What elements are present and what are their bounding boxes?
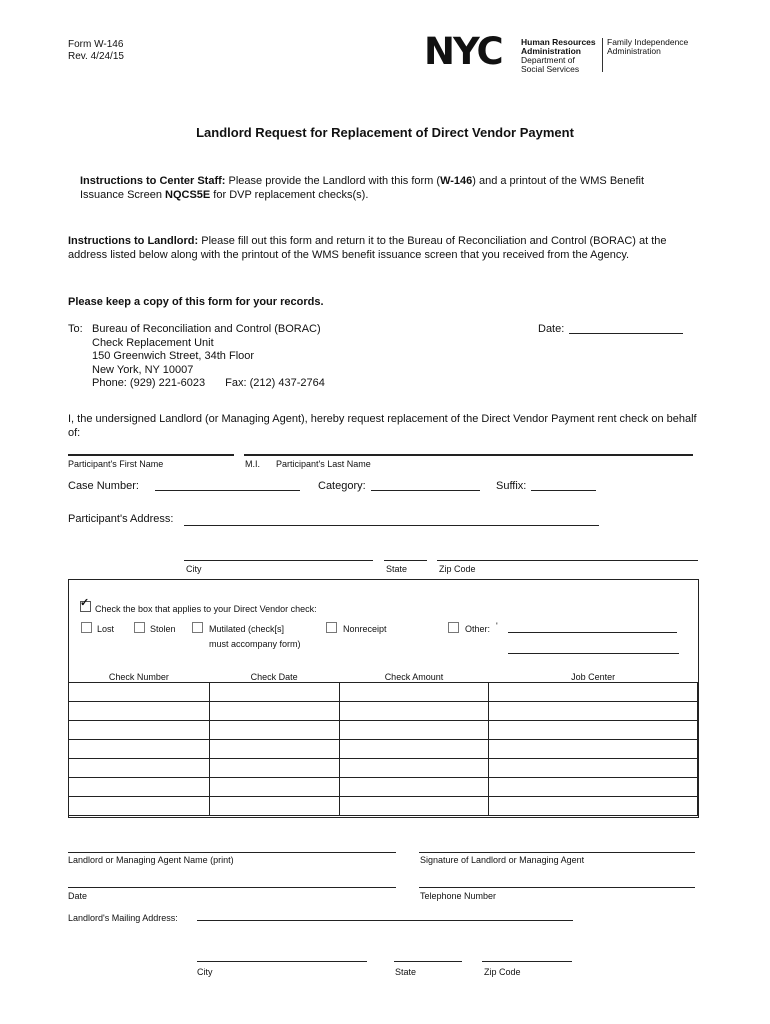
job-center-header: Job Center bbox=[489, 672, 698, 683]
dss-line1: Department of bbox=[521, 55, 575, 65]
form-revision: Rev. 4/24/15 bbox=[68, 51, 124, 62]
signature-label: Signature of Landlord or Managing Agent bbox=[420, 855, 585, 865]
check-amount-cell[interactable] bbox=[339, 778, 489, 797]
check-amount-cell[interactable] bbox=[339, 759, 489, 778]
participant-city-field[interactable] bbox=[184, 560, 373, 561]
nyc-logo bbox=[424, 30, 694, 74]
other-apostrophe: ' bbox=[496, 621, 498, 631]
job-center-cell[interactable] bbox=[489, 702, 698, 721]
mutilated-label-line2: must accompany form) bbox=[209, 639, 301, 649]
check-number-header: Check Number bbox=[69, 672, 210, 683]
mailing-address-field[interactable] bbox=[197, 920, 573, 921]
check-number-cell[interactable] bbox=[69, 683, 210, 702]
to-label: To: bbox=[68, 323, 83, 335]
mailing-state-label: State bbox=[395, 967, 417, 977]
stolen-checkbox[interactable] bbox=[134, 622, 145, 633]
table-row bbox=[69, 702, 698, 721]
case-number-label: Case Number: bbox=[68, 480, 139, 492]
check-number-cell[interactable] bbox=[69, 740, 210, 759]
job-center-cell[interactable] bbox=[489, 778, 698, 797]
telephone-field[interactable] bbox=[419, 887, 695, 888]
check-amount-header: Check Amount bbox=[339, 672, 489, 683]
check-number-cell[interactable] bbox=[69, 759, 210, 778]
job-center-cell[interactable] bbox=[489, 740, 698, 759]
check-amount-cell[interactable] bbox=[339, 797, 489, 816]
lost-label: Lost bbox=[97, 624, 115, 634]
participant-city-label: City bbox=[186, 564, 202, 574]
nonreceipt-checkbox[interactable] bbox=[326, 622, 337, 633]
check-number-cell[interactable] bbox=[69, 721, 210, 740]
staff-instructions: Instructions to Center Staff: Please provide the Landlord with this form (W-146) and a printout of the WMS Benefit Issuance Screen NQCS5E for DVP replacement checks(s). bbox=[80, 175, 645, 201]
date-label: Date: bbox=[538, 323, 565, 335]
table-row bbox=[69, 759, 698, 778]
check-amount-cell[interactable] bbox=[339, 740, 489, 759]
check-date-cell[interactable] bbox=[209, 778, 339, 797]
nyc-wordmark: NYC bbox=[424, 30, 502, 73]
check-heading: Check the box that applies to your Direct Vendor check: bbox=[95, 604, 317, 614]
date-field[interactable] bbox=[569, 333, 683, 334]
table-row bbox=[69, 683, 698, 702]
other-field-line1[interactable] bbox=[508, 632, 677, 633]
job-center-cell[interactable] bbox=[489, 759, 698, 778]
first-name-field[interactable] bbox=[68, 454, 234, 456]
check-number-cell[interactable] bbox=[69, 702, 210, 721]
category-label: Category: bbox=[318, 480, 366, 492]
check-amount-cell[interactable] bbox=[339, 721, 489, 740]
mailing-state-field[interactable] bbox=[394, 961, 462, 962]
page-title: Landlord Request for Replacement of Direct Vendor Payment bbox=[196, 125, 574, 140]
logo-divider bbox=[602, 38, 603, 72]
borac-phone: Phone: (929) 221-6023 bbox=[92, 377, 206, 389]
fia-line1: Family Independence bbox=[607, 37, 689, 47]
last-name-label: Participant's Last Name bbox=[276, 459, 371, 469]
borac-fax: Fax: (212) 437-2764 bbox=[225, 377, 325, 389]
first-name-label: Participant's First Name bbox=[68, 459, 164, 469]
suffix-field[interactable] bbox=[531, 490, 596, 491]
participant-state-field[interactable] bbox=[384, 560, 427, 561]
category-field[interactable] bbox=[371, 490, 480, 491]
mailing-address-label: Landlord's Mailing Address: bbox=[68, 913, 178, 923]
signature-date-label: Date bbox=[68, 891, 88, 901]
mailing-zip-label: Zip Code bbox=[484, 967, 521, 977]
lost-checkbox[interactable] bbox=[81, 622, 92, 633]
landlord-name-field[interactable] bbox=[68, 852, 396, 853]
mailing-city-field[interactable] bbox=[197, 961, 367, 962]
stolen-label: Stolen bbox=[150, 624, 176, 634]
check-table-header bbox=[69, 672, 698, 683]
landlord-name-label: Landlord or Managing Agent Name (print) bbox=[68, 855, 234, 865]
table-row bbox=[69, 740, 698, 759]
mi-label: M.I. bbox=[245, 459, 260, 469]
check-amount-cell[interactable] bbox=[339, 702, 489, 721]
mutilated-label-line1: Mutilated (check[s] bbox=[209, 624, 285, 634]
check-number-cell[interactable] bbox=[69, 797, 210, 816]
nonreceipt-label: Nonreceipt bbox=[343, 624, 387, 634]
check-date-cell[interactable] bbox=[209, 740, 339, 759]
job-center-cell[interactable] bbox=[489, 721, 698, 740]
participant-address-label: Participant's Address: bbox=[68, 513, 174, 525]
participant-state-label: State bbox=[386, 564, 408, 574]
check-table bbox=[68, 672, 698, 816]
table-row bbox=[69, 797, 698, 816]
other-label: Other: bbox=[465, 624, 491, 634]
other-checkbox[interactable] bbox=[448, 622, 459, 633]
check-date-cell[interactable] bbox=[209, 721, 339, 740]
job-center-cell[interactable] bbox=[489, 797, 698, 816]
signature-field[interactable] bbox=[419, 852, 695, 853]
participant-zip-label: Zip Code bbox=[439, 564, 476, 574]
staff-instructions-label: Instructions to Center Staff: bbox=[80, 175, 226, 187]
table-row bbox=[69, 721, 698, 740]
check-date-header: Check Date bbox=[209, 672, 339, 683]
check-date-cell[interactable] bbox=[209, 797, 339, 816]
check-number-cell[interactable] bbox=[69, 778, 210, 797]
mailing-city-label: City bbox=[197, 967, 213, 977]
check-tick-icon: ✓ bbox=[80, 597, 90, 609]
hra-line2: Administration bbox=[521, 46, 581, 56]
participant-zip-field[interactable] bbox=[437, 560, 698, 561]
dss-line2: Social Services bbox=[521, 64, 580, 74]
landlord-instructions-label: Instructions to Landlord: bbox=[68, 235, 199, 247]
borac-address: Bureau of Reconciliation and Control (BORAC) Check Replacement Unit 150 Greenwich Street, 34th Floor New York, NY 10007 Phone: (929) 221-6023 Fax: (212) 437-2764 bbox=[92, 323, 325, 389]
mailing-zip-field[interactable] bbox=[482, 961, 572, 962]
check-amount-cell[interactable] bbox=[339, 683, 489, 702]
check-date-cell[interactable] bbox=[209, 683, 339, 702]
fia-line2: Administration bbox=[607, 46, 661, 56]
landlord-instructions: Instructions to Landlord: Please fill out this form and return it to the Bureau of Reconciliation and Control (BORAC) at the address listed below along with the printout of the WMS benefit issuance screen that you received from the Agency. bbox=[68, 235, 667, 261]
last-name-field[interactable] bbox=[244, 454, 693, 456]
request-statement: I, the undersigned Landlord (or Managing Agent), hereby request replacement of the Direct Vendor Payment rent check on behalf of: bbox=[68, 413, 697, 439]
participant-address-field[interactable] bbox=[184, 525, 599, 526]
hra-line1: Human Resources bbox=[521, 37, 596, 47]
suffix-label: Suffix: bbox=[496, 480, 527, 492]
keep-copy-note: Please keep a copy of this form for your records. bbox=[68, 296, 324, 308]
telephone-label: Telephone Number bbox=[420, 891, 497, 901]
case-number-field[interactable] bbox=[155, 490, 300, 491]
signature-date-field[interactable] bbox=[68, 887, 396, 888]
check-date-cell[interactable] bbox=[209, 702, 339, 721]
other-field-line2[interactable] bbox=[508, 653, 679, 654]
check-date-cell[interactable] bbox=[209, 759, 339, 778]
form-id: Form W-146 bbox=[68, 39, 124, 50]
job-center-cell[interactable] bbox=[489, 683, 698, 702]
mutilated-checkbox[interactable] bbox=[192, 622, 203, 633]
table-row bbox=[69, 778, 698, 797]
